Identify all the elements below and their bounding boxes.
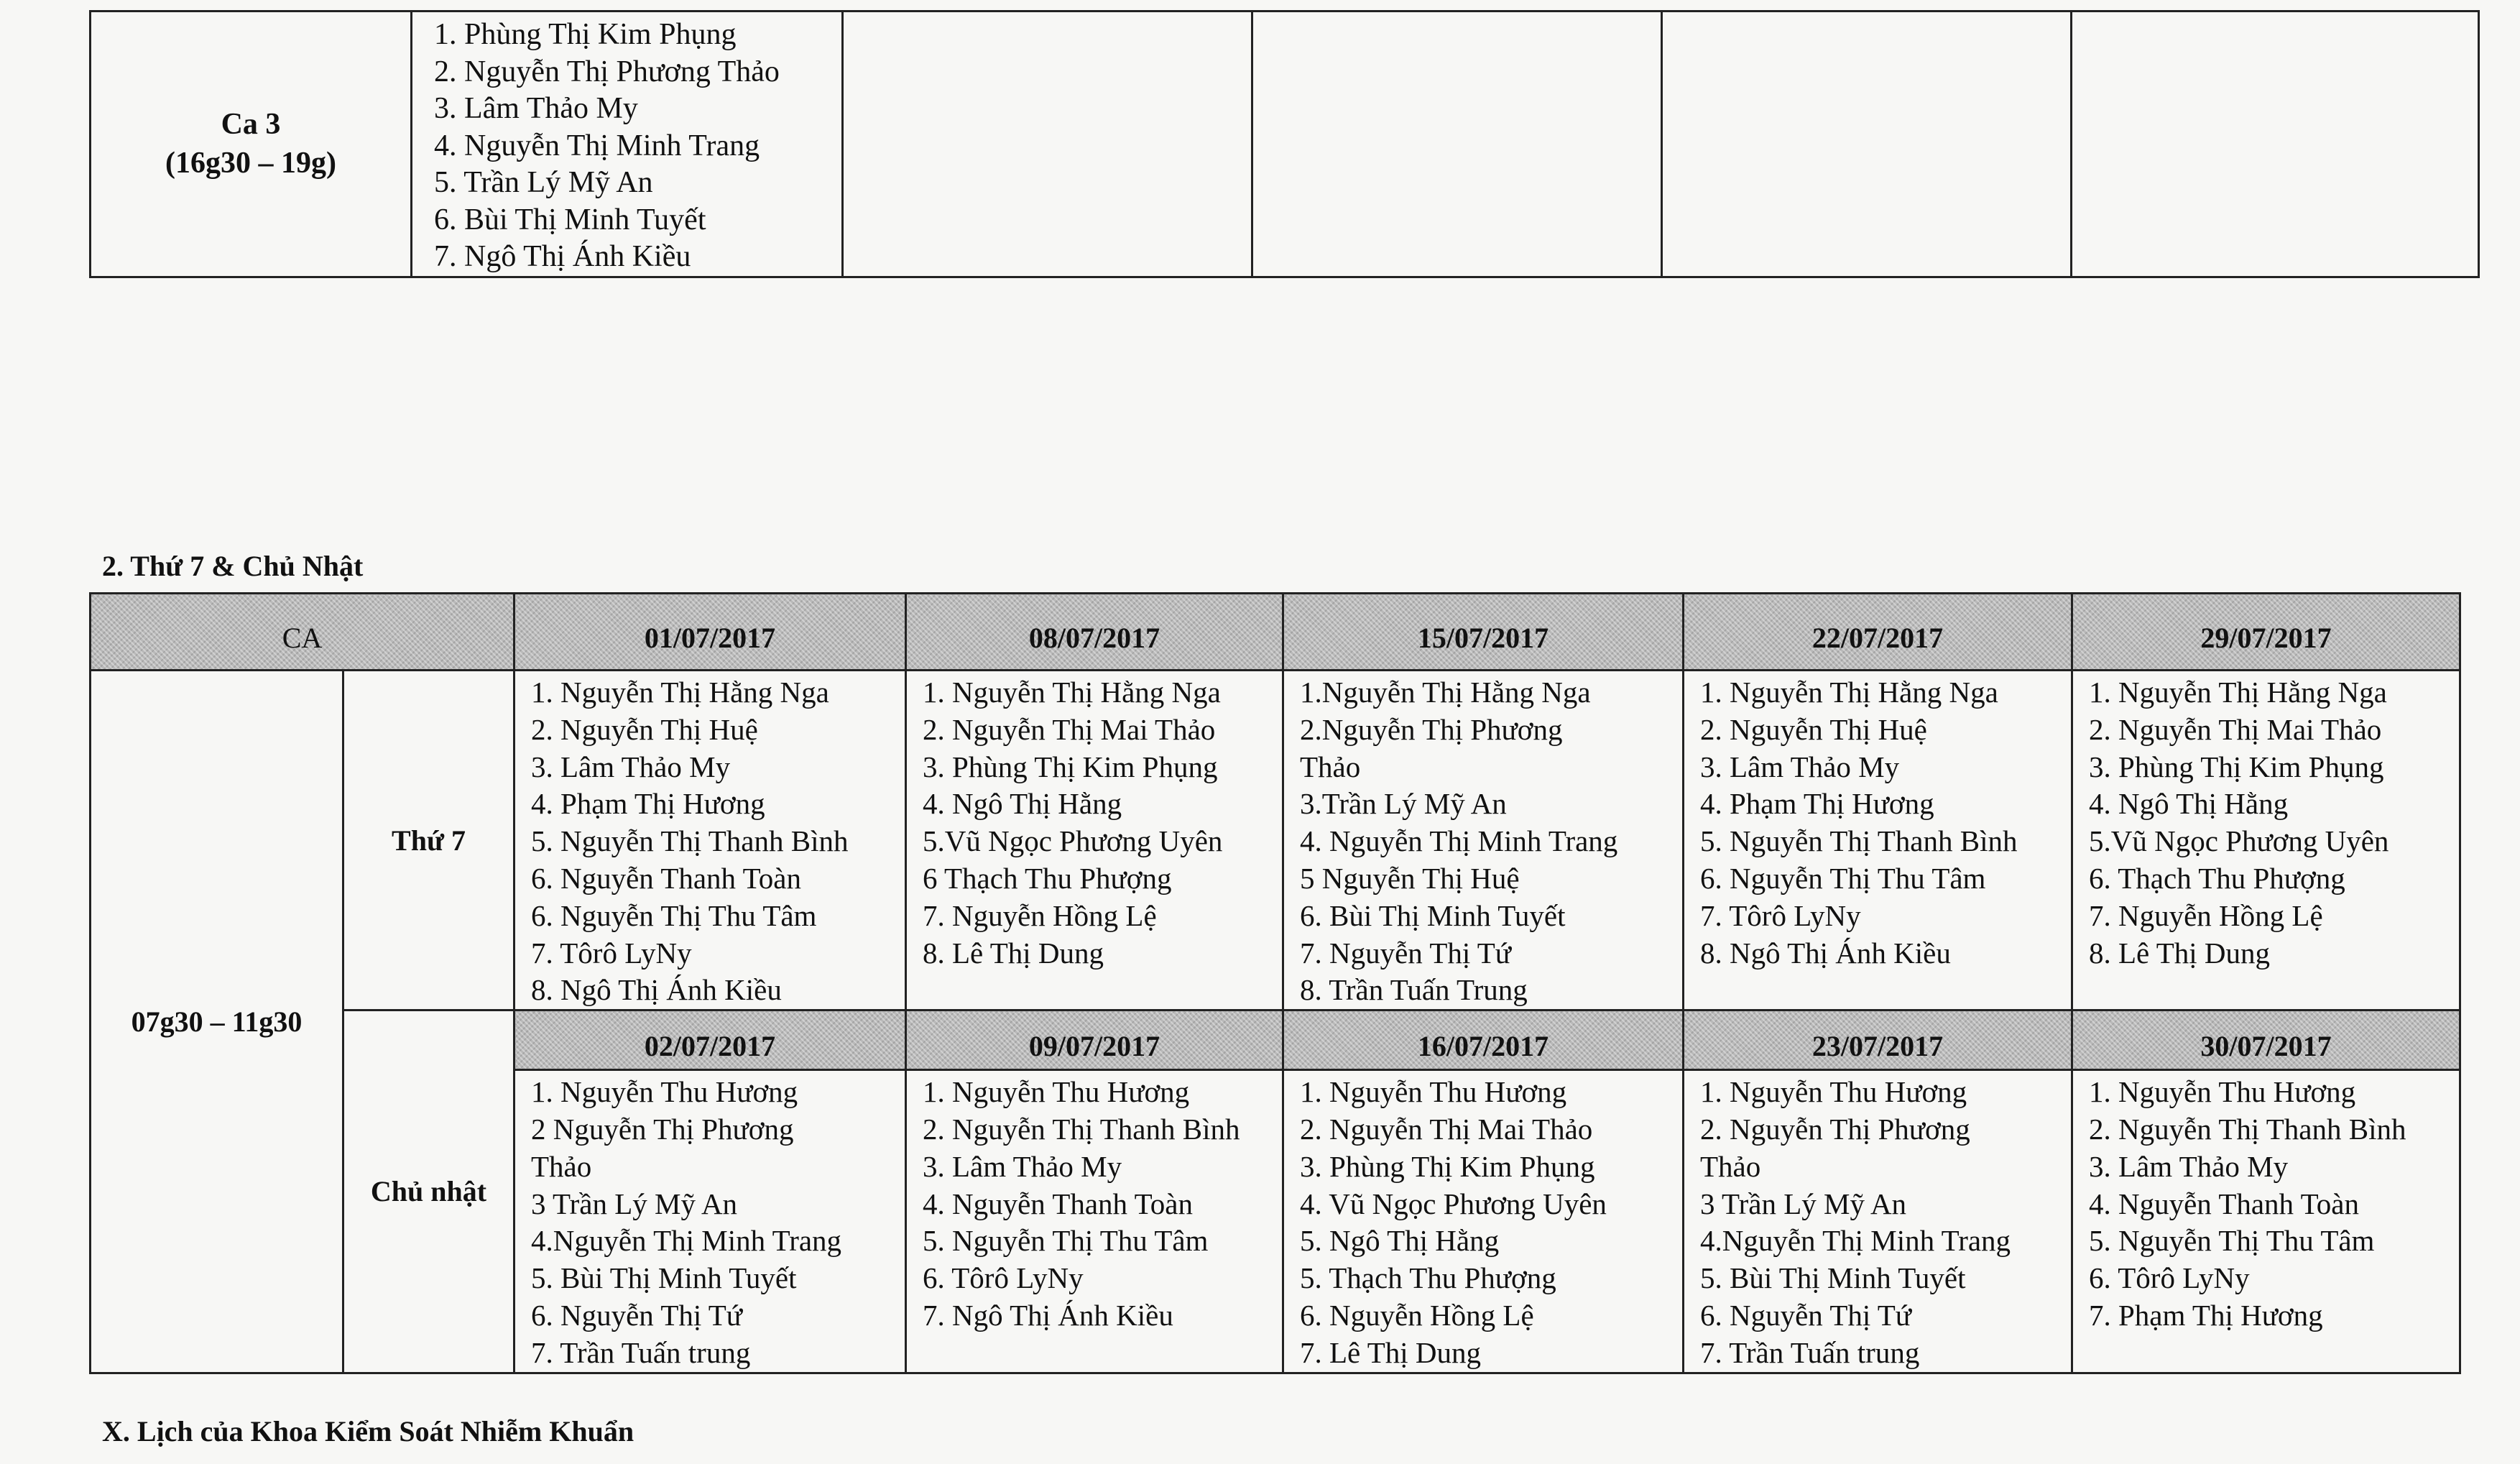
empty-cell (1252, 11, 1662, 277)
list-item: 1. Nguyễn Thị Hằng Nga (531, 676, 829, 709)
section-heading-infection-control: X. Lịch của Khoa Kiểm Soát Nhiễm Khuẩn (102, 1415, 634, 1447)
list-item: 1. Nguyễn Thu Hương (1300, 1075, 1567, 1109)
list-item: 6. Nguyễn Hồng Lệ (1300, 1298, 1534, 1332)
list-item: 2. Nguyễn Thị Mai Thảo (923, 712, 1216, 746)
list-item: 6. Nguyễn Thị Tứ (531, 1298, 743, 1332)
date-header (514, 1010, 906, 1070)
list-item: 4. Nguyễn Thị Minh Trang (1300, 824, 1618, 858)
time-cell: 07g30 – 11g30 (91, 671, 343, 1373)
list-item: 1. Nguyễn Thu Hương (1700, 1075, 1967, 1109)
list-item: 2.Nguyễn Thị Phương Thảo (1300, 712, 1563, 783)
list-item: 1.Nguyễn Thị Hằng Nga (1300, 676, 1591, 709)
list-item: 8. Trần Tuấn Trung (1300, 973, 1528, 1007)
list-item: 4. Ngô Thị Hằng (923, 787, 1122, 821)
list-item: 3. Lâm Thảo My (923, 1149, 1122, 1183)
list-item: 3. Lâm Thảo My (531, 750, 731, 783)
list-item: 2. Nguyễn Thị Mai Thảo (1300, 1112, 1593, 1146)
date-header (1283, 594, 1684, 671)
date-header (906, 1010, 1283, 1070)
list-item: 5.Vũ Ngọc Phương Uyên (2089, 824, 2389, 858)
date-header (1684, 594, 2072, 671)
list-item: 6. Nguyễn Thị Tứ (1700, 1298, 1912, 1332)
list-item: 2. Nguyễn Thị Mai Thảo (2089, 712, 2382, 746)
staff-list (906, 1070, 1283, 1373)
list-item: 4. Phạm Thị Hương (531, 787, 765, 821)
date-label: 22/07/2017 (1811, 621, 1944, 654)
date-header (906, 594, 1283, 671)
list-item: 7. Tôrô LyNy (1700, 898, 1861, 932)
list-item: 1. Phùng Thị Kim Phụng (434, 18, 737, 51)
list-item: 5 Nguyễn Thị Huệ (1300, 861, 1520, 895)
date-header (1684, 1010, 2072, 1070)
list-item: 7. Trần Tuấn trung (531, 1335, 751, 1369)
staff-list (906, 671, 1283, 1010)
date-label: 09/07/2017 (1028, 1029, 1160, 1062)
list-item: 6. Bùi Thị Minh Tuyết (1300, 898, 1566, 932)
list-item: 2. Nguyễn Thị Thanh Bình (2089, 1112, 2406, 1146)
empty-cell (2072, 11, 2479, 277)
list-item: 6. Bùi Thị Minh Tuyết (434, 203, 706, 236)
list-item: 3. Lâm Thảo My (1700, 750, 1900, 783)
list-item: 2. Nguyễn Thị Phương Thảo (434, 55, 780, 88)
list-item: 7. Ngô Thị Ánh Kiều (923, 1298, 1173, 1332)
empty-cell (843, 11, 1252, 277)
list-item: 1. Nguyễn Thu Hương (923, 1075, 1190, 1109)
list-item: 7. Trần Tuấn trung (1700, 1335, 1920, 1369)
list-item: 8. Ngô Thị Ánh Kiều (531, 973, 782, 1007)
date-label: 23/07/2017 (1811, 1029, 1944, 1062)
list-item: 7. Phạm Thị Hương (2089, 1298, 2323, 1332)
list-item: 4.Nguyễn Thị Minh Trang (531, 1224, 842, 1258)
list-item: 5. Trần Lý Mỹ An (434, 166, 653, 199)
list-item: 3. Phùng Thị Kim Phụng (923, 750, 1218, 783)
list-item: 2. Nguyễn Thị Thanh Bình (923, 1112, 1240, 1146)
list-item: 4. Nguyễn Thị Minh Trang (434, 129, 760, 162)
list-item: 8. Lê Thị Dung (923, 936, 1104, 970)
day-label-saturday: Thứ 7 (343, 671, 514, 1010)
list-item: 5. Thạch Thu Phượng (1300, 1261, 1556, 1295)
list-item: 5. Bùi Thị Minh Tuyết (1700, 1261, 1966, 1295)
date-header (1283, 1010, 1684, 1070)
list-item: 4. Nguyễn Thanh Toàn (923, 1187, 1193, 1220)
list-item: 4.Nguyễn Thị Minh Trang (1700, 1224, 2011, 1258)
date-label: 15/07/2017 (1417, 621, 1549, 654)
list-item: 7. Ngô Thị Ánh Kiều (434, 240, 691, 273)
list-item: 6. Nguyễn Thị Thu Tâm (531, 898, 817, 932)
list-item: 5. Bùi Thị Minh Tuyết (531, 1261, 797, 1295)
list-item: 7. Nguyễn Hồng Lệ (2089, 898, 2323, 932)
date-header (2072, 594, 2460, 671)
date-label: 08/07/2017 (1028, 621, 1160, 654)
list-item: 6. Nguyễn Thị Thu Tâm (1700, 861, 1986, 895)
date-label: 30/07/2017 (2200, 1029, 2332, 1062)
staff-list (514, 1070, 906, 1373)
shift-3-names (412, 11, 843, 277)
staff-list (2072, 1070, 2460, 1373)
list-item: 6. Tôrô LyNy (923, 1261, 1084, 1295)
list-item: 1. Nguyễn Thu Hương (531, 1075, 798, 1109)
list-item: 6. Nguyễn Thanh Toàn (531, 861, 801, 895)
list-item: 5. Ngô Thị Hằng (1300, 1224, 1500, 1258)
date-label: 02/07/2017 (644, 1029, 776, 1062)
date-header (2072, 1010, 2460, 1070)
staff-list (514, 671, 906, 1010)
shift-3-label: Ca 3 (221, 108, 281, 142)
staff-list (2072, 671, 2460, 1010)
date-label: 29/07/2017 (2200, 621, 2332, 654)
list-item: 8. Ngô Thị Ánh Kiều (1700, 936, 1951, 970)
list-item: 1. Nguyễn Thị Hằng Nga (2089, 676, 2387, 709)
list-item: 5. Nguyễn Thị Thanh Bình (531, 824, 849, 858)
list-item: 1. Nguyễn Thu Hương (2089, 1075, 2356, 1109)
list-item: 4. Ngô Thị Hằng (2089, 787, 2289, 821)
staff-list (1283, 1070, 1684, 1373)
date-label: 01/07/2017 (644, 621, 776, 654)
section-heading-weekend: 2. Thứ 7 & Chủ Nhật (102, 550, 364, 582)
staff-list (1684, 671, 2072, 1010)
list-item: 2. Nguyễn Thị Phương Thảo (1700, 1112, 1970, 1183)
list-item: 3. Lâm Thảo My (434, 92, 638, 125)
date-header (514, 594, 906, 671)
list-item: 3 Trần Lý Mỹ An (1700, 1187, 1907, 1220)
list-item: 5. Nguyễn Thị Thu Tâm (2089, 1224, 2375, 1258)
list-item: 1. Nguyễn Thị Hằng Nga (1700, 676, 1998, 709)
list-item: 7. Tôrô LyNy (531, 936, 692, 970)
list-item: 2 Nguyễn Thị Phương Thảo (531, 1112, 794, 1183)
list-item: 2. Nguyễn Thị Huệ (531, 712, 758, 746)
list-item: 5. Nguyễn Thị Thu Tâm (923, 1224, 1209, 1258)
list-item: 4. Nguyễn Thanh Toàn (2089, 1187, 2359, 1220)
staff-list (1283, 671, 1684, 1010)
list-item: 5.Vũ Ngọc Phương Uyên (923, 824, 1223, 858)
shift-3-cell (91, 11, 412, 277)
list-item: 3 Trần Lý Mỹ An (531, 1187, 738, 1220)
list-item: 8. Lê Thị Dung (2089, 936, 2271, 970)
date-label: 16/07/2017 (1417, 1029, 1549, 1062)
empty-cell (1662, 11, 2072, 277)
list-item: 6. Tôrô LyNy (2089, 1261, 2250, 1295)
list-item: 6 Thạch Thu Phượng (923, 861, 1172, 895)
list-item: 5. Nguyễn Thị Thanh Bình (1700, 824, 2018, 858)
shift-3-table (89, 10, 2480, 278)
list-item: 4. Phạm Thị Hương (1700, 787, 1934, 821)
list-item: 3. Phùng Thị Kim Phụng (2089, 750, 2384, 783)
list-item: 6. Thạch Thu Phượng (2089, 861, 2345, 895)
list-item: 7. Nguyễn Thị Tứ (1300, 936, 1512, 970)
ca-header (91, 594, 514, 671)
list-item: 4. Vũ Ngọc Phương Uyên (1300, 1187, 1607, 1220)
list-item: 3. Lâm Thảo My (2089, 1149, 2289, 1183)
list-item: 7. Lê Thị Dung (1300, 1335, 1482, 1369)
list-item: 1. Nguyễn Thị Hằng Nga (923, 676, 1221, 709)
weekend-schedule-table (89, 592, 2461, 1374)
day-label-sunday: Chủ nhật (343, 1010, 514, 1373)
list-item: 7. Nguyễn Hồng Lệ (923, 898, 1157, 932)
list-item: 3.Trần Lý Mỹ An (1300, 787, 1507, 821)
list-item: 3. Phùng Thị Kim Phụng (1300, 1149, 1595, 1183)
list-item: 2. Nguyễn Thị Huệ (1700, 712, 1927, 746)
shift-3-time: (16g30 – 19g) (165, 147, 336, 180)
staff-list (1684, 1070, 2072, 1373)
ca-header-label: CA (282, 621, 323, 654)
